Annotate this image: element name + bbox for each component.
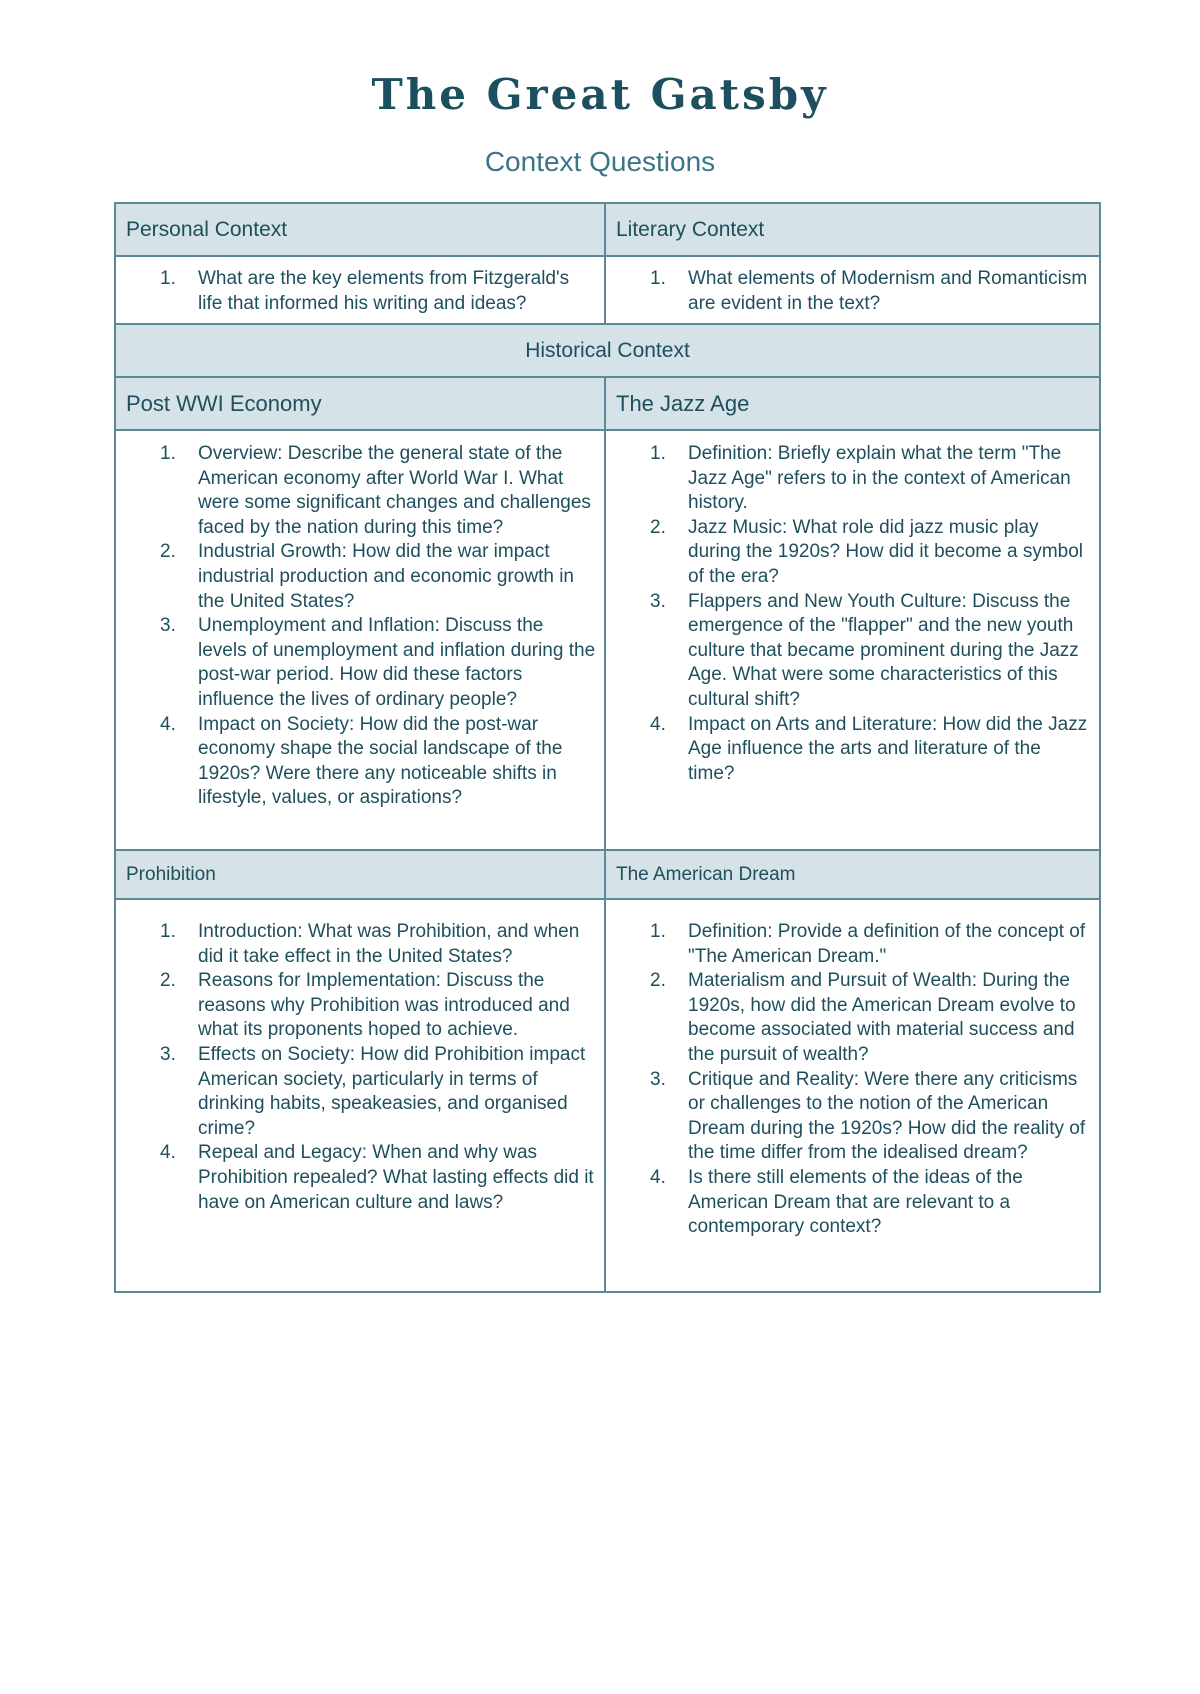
economy-question-list [116, 431, 604, 811]
question-item [606, 442, 1099, 516]
question-item [606, 516, 1099, 590]
page-subtitle: Context Questions [484, 146, 716, 177]
question-number: 3. [160, 1043, 176, 1065]
question-number: 2. [160, 970, 176, 992]
question-number: 1. [650, 921, 666, 942]
question-text: Flappers and New Youth Culture: Discuss the emergence of the "flapper" and the new youth culture that became prominent during the Jazz Age. What were some characteristics of this cultural shift? [688, 590, 1079, 710]
question-item [606, 590, 1099, 713]
question-number: 3. [650, 590, 666, 612]
literary-context-cell [605, 256, 1100, 324]
question-text: Materialism and Pursuit of Wealth: During the 1920s, how did the American Dream evolve to become associated with material success and the pursuit of wealth? [688, 970, 1076, 1065]
question-text: Industrial Growth: How did the war impact industrial production and economic growth in the United States? [198, 541, 574, 612]
question-number: 2. [650, 516, 666, 538]
question-text: What are the key elements from Fitzgerald's life that informed his writing and ideas? [198, 268, 570, 314]
prohibition-heading: Prohibition [115, 850, 605, 899]
question-text: Overview: Describe the general state of the American economy after World War I. What were some significant changes and challenges faced by the nation during this time? [198, 443, 591, 538]
american-dream-cell [605, 899, 1100, 1292]
question-number: 2. [160, 541, 176, 563]
historical-context-heading: Historical Context [115, 324, 1100, 377]
context-table [114, 202, 1101, 1293]
question-item [606, 713, 1099, 787]
question-item [116, 713, 604, 811]
jazz-age-question-list [606, 431, 1099, 786]
question-text: Impact on Arts and Literature: How did the Jazz Age influence the arts and literature of the time? [688, 713, 1088, 784]
american-dream-heading: The American Dream [605, 850, 1100, 899]
page-title: The Great Gatsby [371, 70, 829, 119]
economy-heading: Post WWI Economy [115, 377, 605, 430]
jazz-age-heading: The Jazz Age [605, 377, 1100, 430]
question-text: Definition: Provide a definition of the concept of "The American Dream." [688, 921, 1086, 967]
jazz-age-cell [605, 430, 1100, 850]
question-number: 4. [650, 1166, 666, 1188]
question-item [116, 540, 604, 614]
question-number: 1. [160, 268, 176, 289]
prohibition-question-list [116, 900, 604, 1215]
question-item [116, 614, 604, 712]
question-item [606, 969, 1099, 1067]
question-number: 4. [160, 713, 176, 735]
question-text: Impact on Society: How did the post-war economy shape the social landscape of the 1920s? Were there any noticeable shifts in lifestyle, values, or aspirations? [198, 713, 563, 809]
question-number: 4. [160, 1142, 176, 1164]
personal-context-heading: Personal Context [115, 203, 605, 256]
question-text: What elements of Modernism and Romanticism are evident in the text? [688, 268, 1088, 314]
literary-context-heading: Literary Context [605, 203, 1100, 256]
question-item [116, 442, 604, 540]
question-text: Repeal and Legacy: When and why was Prohibition repealed? What lasting effects did it have on American culture and laws? [198, 1142, 594, 1213]
question-item [606, 1166, 1099, 1240]
literary-question-list [606, 257, 1099, 316]
question-number: 3. [160, 615, 176, 637]
question-text: Critique and Reality: Were there any criticisms or challenges to the notion of the American Dream during the 1920s? How did the reality of the time differ from the idealised dream? [688, 1068, 1086, 1164]
question-number: 3. [650, 1068, 666, 1090]
question-number: 1. [650, 443, 666, 464]
question-item [116, 1141, 604, 1215]
question-number: 1. [160, 443, 176, 464]
question-text: Jazz Music: What role did jazz music play during the 1920s? How did it become a symbol of the era? [688, 516, 1084, 587]
question-item [116, 1043, 604, 1141]
question-number: 2. [650, 970, 666, 992]
question-number: 1. [650, 268, 666, 289]
question-text: Reasons for Implementation: Discuss the reasons why Prohibition was introduced and what its proponents hoped to achieve. [198, 970, 570, 1041]
question-text: Unemployment and Inflation: Discuss the levels of unemployment and inflation during the post-war period. How did these factors influence the lives of ordinary people? [198, 615, 596, 710]
question-item [606, 1068, 1099, 1166]
question-item [116, 969, 604, 1043]
question-text: Introduction: What was Prohibition, and when did it take effect in the United States? [198, 921, 580, 967]
question-number: 4. [650, 713, 666, 735]
personal-question-list [116, 257, 604, 316]
personal-context-cell [115, 256, 605, 324]
question-item [606, 267, 1099, 316]
question-text: Definition: Briefly explain what the term "The Jazz Age" refers to in the context of American history. [688, 443, 1071, 514]
question-number: 1. [160, 921, 176, 942]
american-dream-question-list [606, 900, 1099, 1240]
question-item [606, 920, 1099, 969]
prohibition-cell [115, 899, 605, 1292]
economy-cell [115, 430, 605, 850]
question-text: Is there still elements of the ideas of the American Dream that are relevant to a contemporary context? [688, 1166, 1023, 1238]
question-text: Effects on Society: How did Prohibition impact American society, particularly in terms of drinking habits, speakeasies, and organised crime? [198, 1043, 586, 1139]
question-item [116, 920, 604, 969]
question-item [116, 267, 604, 316]
